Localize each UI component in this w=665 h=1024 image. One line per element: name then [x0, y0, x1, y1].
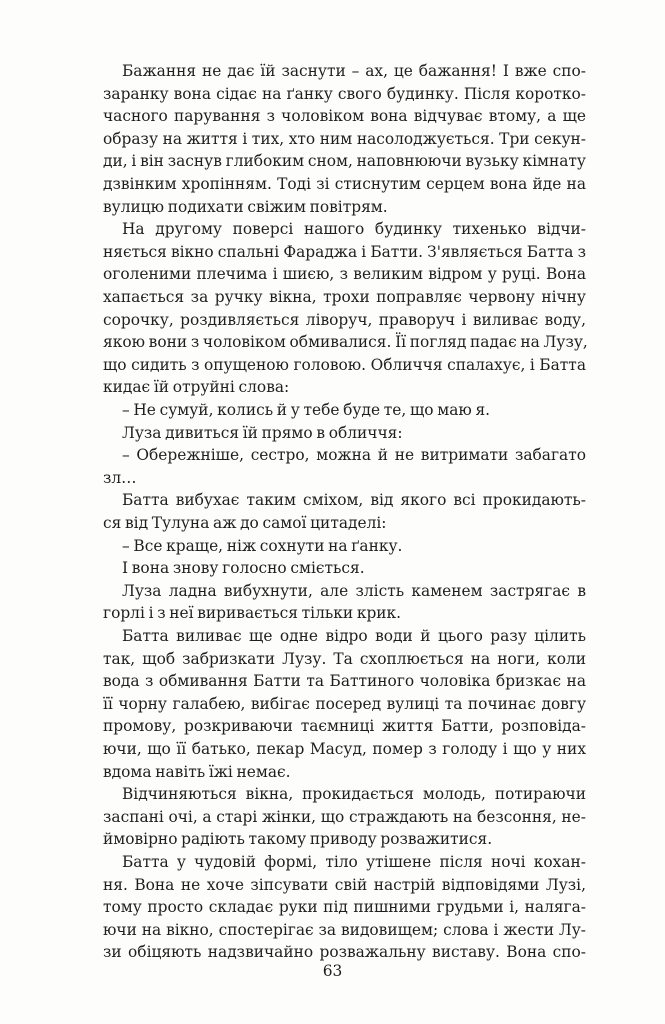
text-line: заранку вона сідає на ґанку свого будинку. Після коротко-: [103, 84, 586, 103]
text-line: її чорну галабею, вибігає посеред вулиці та починає довгу: [103, 694, 586, 713]
text-line: І вона знову голосно сміється.: [122, 559, 365, 578]
text-line: промову, розкриваючи таємниці життя Батти, розповіда-: [103, 717, 586, 736]
text-line: сорочку, роздивляється ліворуч, праворуч і виливає воду,: [103, 310, 586, 329]
text-line: оголеними плечима і шиєю, з великим відром у руці. Вона: [103, 265, 586, 284]
text-line: вдома навіть їжі немає.: [103, 762, 291, 781]
text-line: вулицю подихати свіжим повітрям.: [103, 197, 388, 216]
text-line: Батта вибухає таким сміхом, від якого всі прокидають-: [122, 491, 586, 510]
text-line: хапається за ручку вікна, трохи поправляє червону нічну: [103, 288, 586, 306]
text-line: зл…: [103, 468, 137, 487]
text-line: На другому поверсі нашого будинку тихенько відчи-: [122, 220, 586, 239]
text-line: ючи на вікно, спостерігає за видовищем; слова і жести Лу-: [103, 920, 586, 939]
text-line: горлі і з неї виривається тільки крик.: [103, 604, 402, 623]
page-number: 63: [322, 962, 343, 980]
text-line: Луза дивиться їй прямо в обличчя:: [122, 423, 403, 442]
text-line: ючи, що її батько, пекар Масуд, помер з голоду і що у них: [103, 740, 586, 758]
text-line: образу на життя і тих, хто ним насолоджується. Три секун-: [103, 129, 586, 148]
text-line: ймовірно радіють такому приводу розважитися.: [103, 830, 493, 849]
text-line: – Не сумуй, колись й у тебе буде те, що маю я.: [122, 401, 491, 419]
text-line: Відчиняються вікна, прокидається молодь, потираючи: [122, 785, 586, 804]
text-line: що сидить з опущеною головою. Обличчя спалахує, і Батта: [103, 355, 586, 374]
text-line: ди, і він заснув глибоким сном, наповнюючи вузьку кімнату: [103, 152, 586, 171]
text-line: Бажання не дає їй заснути – ах, це бажання! І вже спо-: [122, 62, 586, 80]
text-line: зи обіцяють надзвичайно розважальну виставу. Вона спо-: [103, 943, 586, 962]
text-line: заспані очі, а старі жінки, що страждають на безсоння, не-: [103, 807, 586, 826]
text-line: няється вікно спальні Фараджа і Батти. З'являється Батта з: [103, 242, 586, 261]
text-line: тому просто складає руки під пишними грудьми і, наляга-: [103, 898, 586, 917]
text-line: – Обережніше, сестро, можна й не витримати забагато: [122, 446, 586, 465]
text-line: Батта виливає ще одне відро води й цього разу цілить: [122, 627, 586, 645]
text-line: так, щоб забризкати Лузу. Та схоплюється на ноги, коли: [103, 649, 586, 668]
text-line: дзвінким хропінням. Тоді зі стиснутим серцем вона йде на: [103, 175, 586, 193]
text-line: кидає їй отруйні слова:: [103, 378, 290, 397]
text-line: часного парування з чоловіком вона відчуває втому, а ще: [103, 107, 586, 126]
text-line: ся від Тулуна аж до самої цитаделі:: [103, 514, 387, 532]
text-line: Луза ладна вибухнути, але злість каменем застрягає в: [122, 581, 586, 600]
text-line: якою вони з чоловіком обмивалися. Її погляд падає на Лузу,: [103, 333, 588, 352]
text-line: вода з обмивання Батти та Баттиного чоловіка бризкає на: [103, 672, 586, 691]
text-line: ня. Вона не хоче зіпсувати свій настрій відповідями Лузі,: [103, 875, 586, 894]
text-line: – Все краще, ніж сохнути на ґанку.: [122, 536, 403, 555]
text-line: Батта у чудовій формі, тіло утішене після ночі кохан-: [122, 853, 586, 871]
